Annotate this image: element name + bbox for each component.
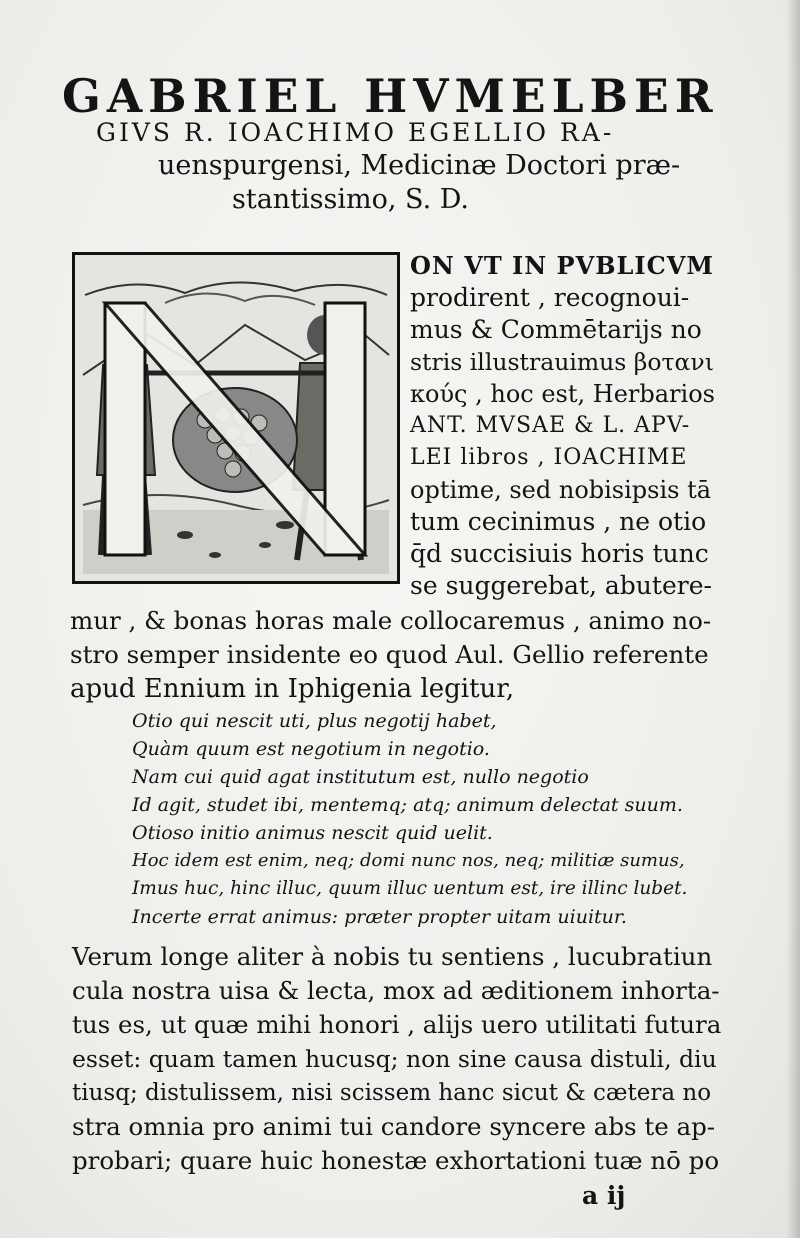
side-text-line: stris illustrauimus βοτανι: [410, 348, 714, 376]
verse-line: Otioso initio animus nescit quid uelit.: [132, 822, 493, 844]
side-text-line: q̄d succisiuis horis tunc: [410, 539, 709, 568]
body-text-line: esset: quam tamen hucusq; non sine causa distuli, diu: [72, 1045, 717, 1073]
verse-line: Nam cui quid agat institutum est, nullo negotio: [132, 766, 589, 788]
body-text-line: tiusq; distulissem, nisi scissem hanc sicut & cætera no: [72, 1080, 712, 1106]
verse-line: Imus huc, hinc illuc, quum illuc uentum est, ire illinc lubet.: [132, 878, 688, 899]
heading-line-4: stantissimo, S. D.: [232, 184, 470, 215]
side-text-line: ON VT IN PVBLICVM: [410, 251, 714, 280]
page-edge-shadow: [786, 0, 800, 1238]
body-text-line: mur , & bonas horas male collocaremus , animo no-: [70, 606, 712, 635]
side-text-line: mus & Commētarijs no: [410, 315, 702, 344]
body-text-line: stro semper insidente eo quod Aul. Gellio referente: [70, 640, 709, 669]
woodcut-illustration: [75, 255, 397, 581]
side-text-line: ANT. MVSAE & L. APV-: [410, 413, 691, 438]
body-text-line: Verum longe aliter à nobis tu sentiens , lucubratiun: [72, 942, 713, 971]
side-text-line: se suggerebat, abutere-: [410, 571, 712, 600]
signature-mark: a ij: [582, 1181, 626, 1210]
body-text-line: cula nostra uisa & lecta, mox ad æditionem inhorta-: [72, 976, 720, 1005]
verse-line: Quàm quum est negotium in negotio.: [132, 738, 490, 760]
verse-line: Incerte errat animus: præter propter uitam uiuitur.: [132, 906, 627, 928]
verse-line: Hoc idem est enim, neq; domi nunc nos, neq; militiæ sumus,: [132, 850, 685, 871]
side-text-line: optime, sed nobisipsis tā: [410, 476, 712, 504]
verse-line: Otio qui nescit uti, plus negotij habet,: [132, 710, 497, 732]
verse-line: Id agit, studet ibi, mentemq; atq; animum delectat suum.: [132, 794, 683, 816]
side-text-line: prodirent , recognoui-: [410, 283, 690, 312]
heading-line-2: GIVS R. IOACHIMO EGELLIO RA-: [96, 118, 615, 147]
side-text-line: LEI libros , IOACHIME: [410, 445, 688, 470]
heading-line-1: GABRIEL HVMELBER: [62, 69, 719, 123]
body-text-line: apud Ennium in Iphigenia legitur,: [70, 674, 515, 704]
heading-line-3: uenspurgensi, Medicinæ Doctori præ-: [158, 150, 681, 181]
body-text-line: probari; quare huic honestæ exhortationi tuæ nō po: [72, 1146, 720, 1175]
decorated-initial-woodcut: [72, 252, 400, 584]
body-text-line: tus es, ut quæ mihi honori , alijs uero utilitati futura: [72, 1010, 722, 1039]
side-text-line: κούς , hoc est, Herbarios: [410, 380, 715, 408]
side-text-line: tum cecinimus , ne otio: [410, 507, 707, 536]
body-text-line: stra omnia pro animi tui candore syncere abs te ap-: [72, 1112, 716, 1141]
